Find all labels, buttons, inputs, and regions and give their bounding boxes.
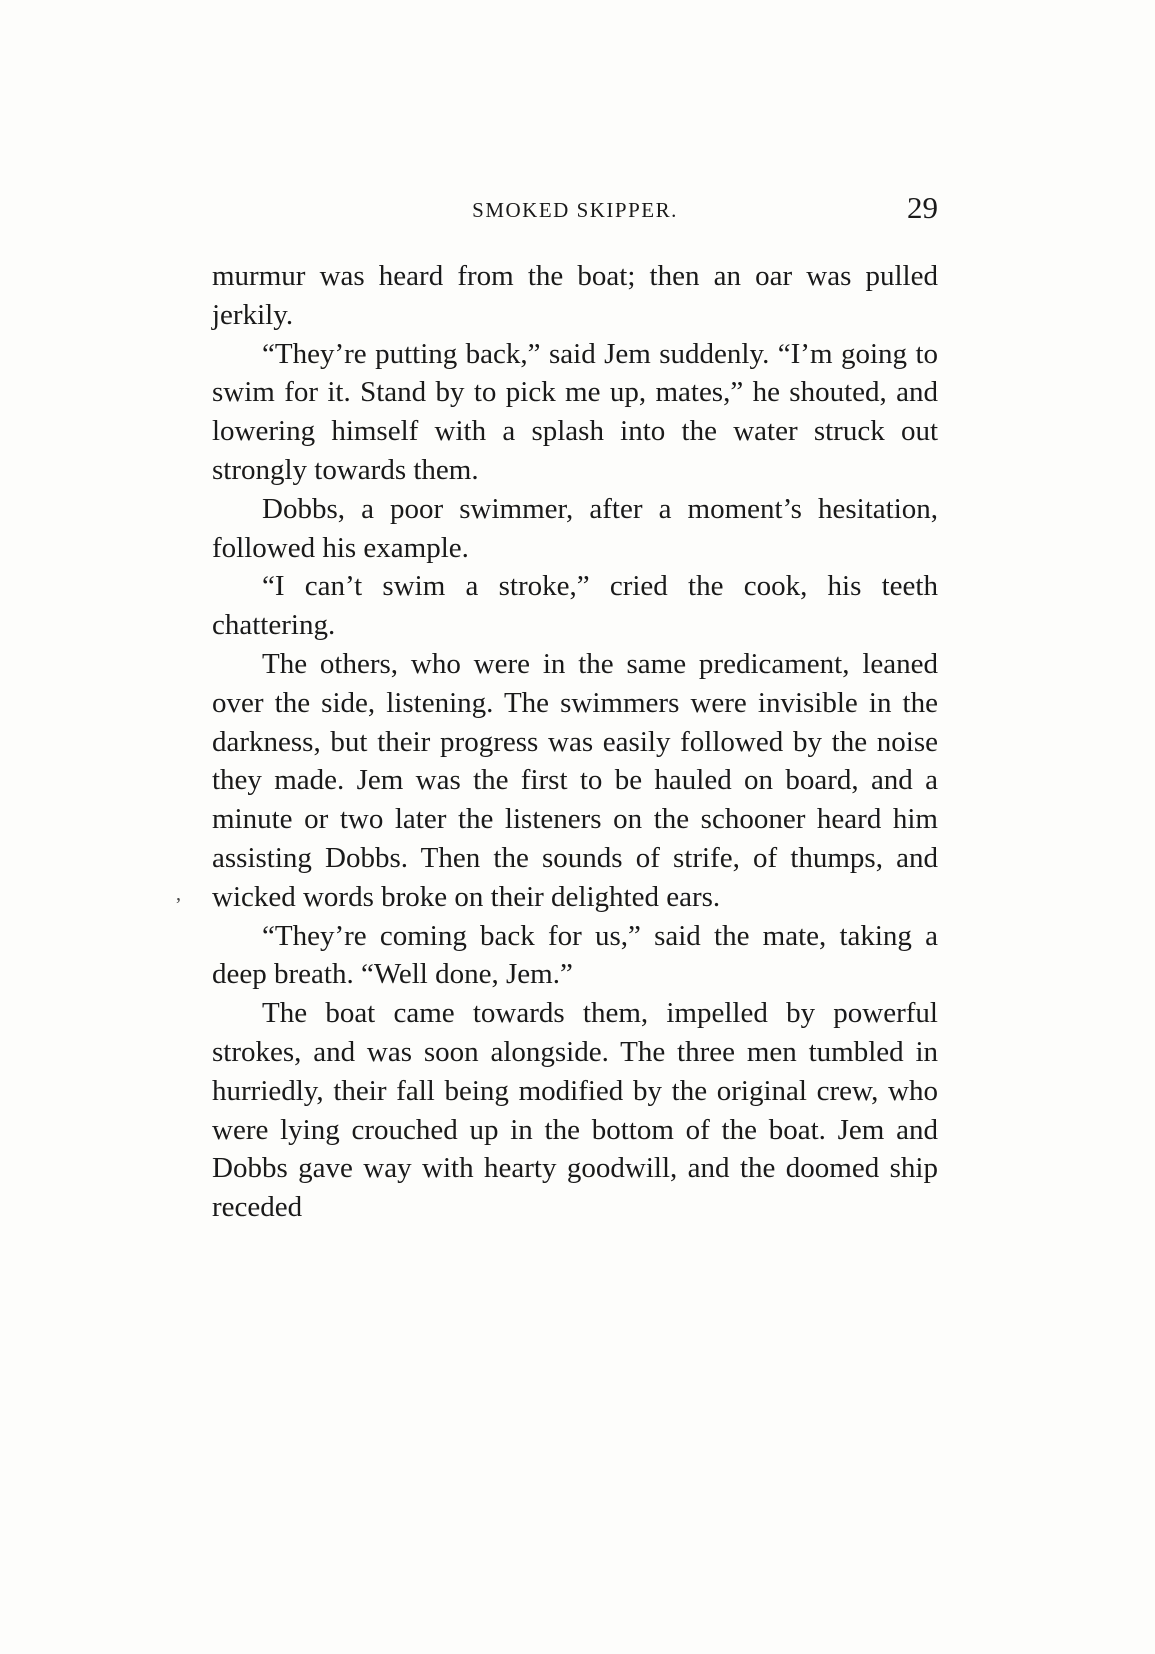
paragraph: “They’re coming back for us,” said the mate, taking a deep breath. “Well done, Jem.” [212,919,938,991]
paragraph: “I can’t swim a stroke,” cried the cook, his teeth chattering. [212,570,938,642]
paragraph: The boat came towards them, impelled by powerful strokes, and was soon alongside. The three men tumbled in hurriedly, their fall being modified by the original crew, who were lying crouched up in the bottom of the boat. Jem and Dobbs gave way with hearty goodwill, and the doomed ship receded [212,997,938,1224]
paragraph: “They’re putting back,” said Jem suddenly. “I’m going to swim for it. Stand by to pick me up, mates,” he shouted, and lowering himself with a splash into the water struck out strongly towards them. [212,337,938,486]
paragraph: murmur was heard from the boat; then an oar was pulled jerkily. [212,260,938,331]
body-text [212,257,938,1227]
stray-mark: ’ [175,894,182,916]
paragraph: The others, who were in the same predicament, leaned over the side, listening. The swimmers were invisible in the darkness, but their progress was easily followed by the noise they made. Jem was the first to be hauled on board, and a minute or two later the listeners on the schooner heard him assisting Dobbs. Then the sounds of strife, of thumps, and wicked words broke on their delighted ears. [212,647,938,913]
running-title: SMOKED SKIPPER. [472,198,678,222]
page-number: 29 [907,190,938,225]
paragraph: Dobbs, a poor swimmer, after a moment’s hesitation, followed his example. [212,492,938,564]
page-header [212,190,938,235]
